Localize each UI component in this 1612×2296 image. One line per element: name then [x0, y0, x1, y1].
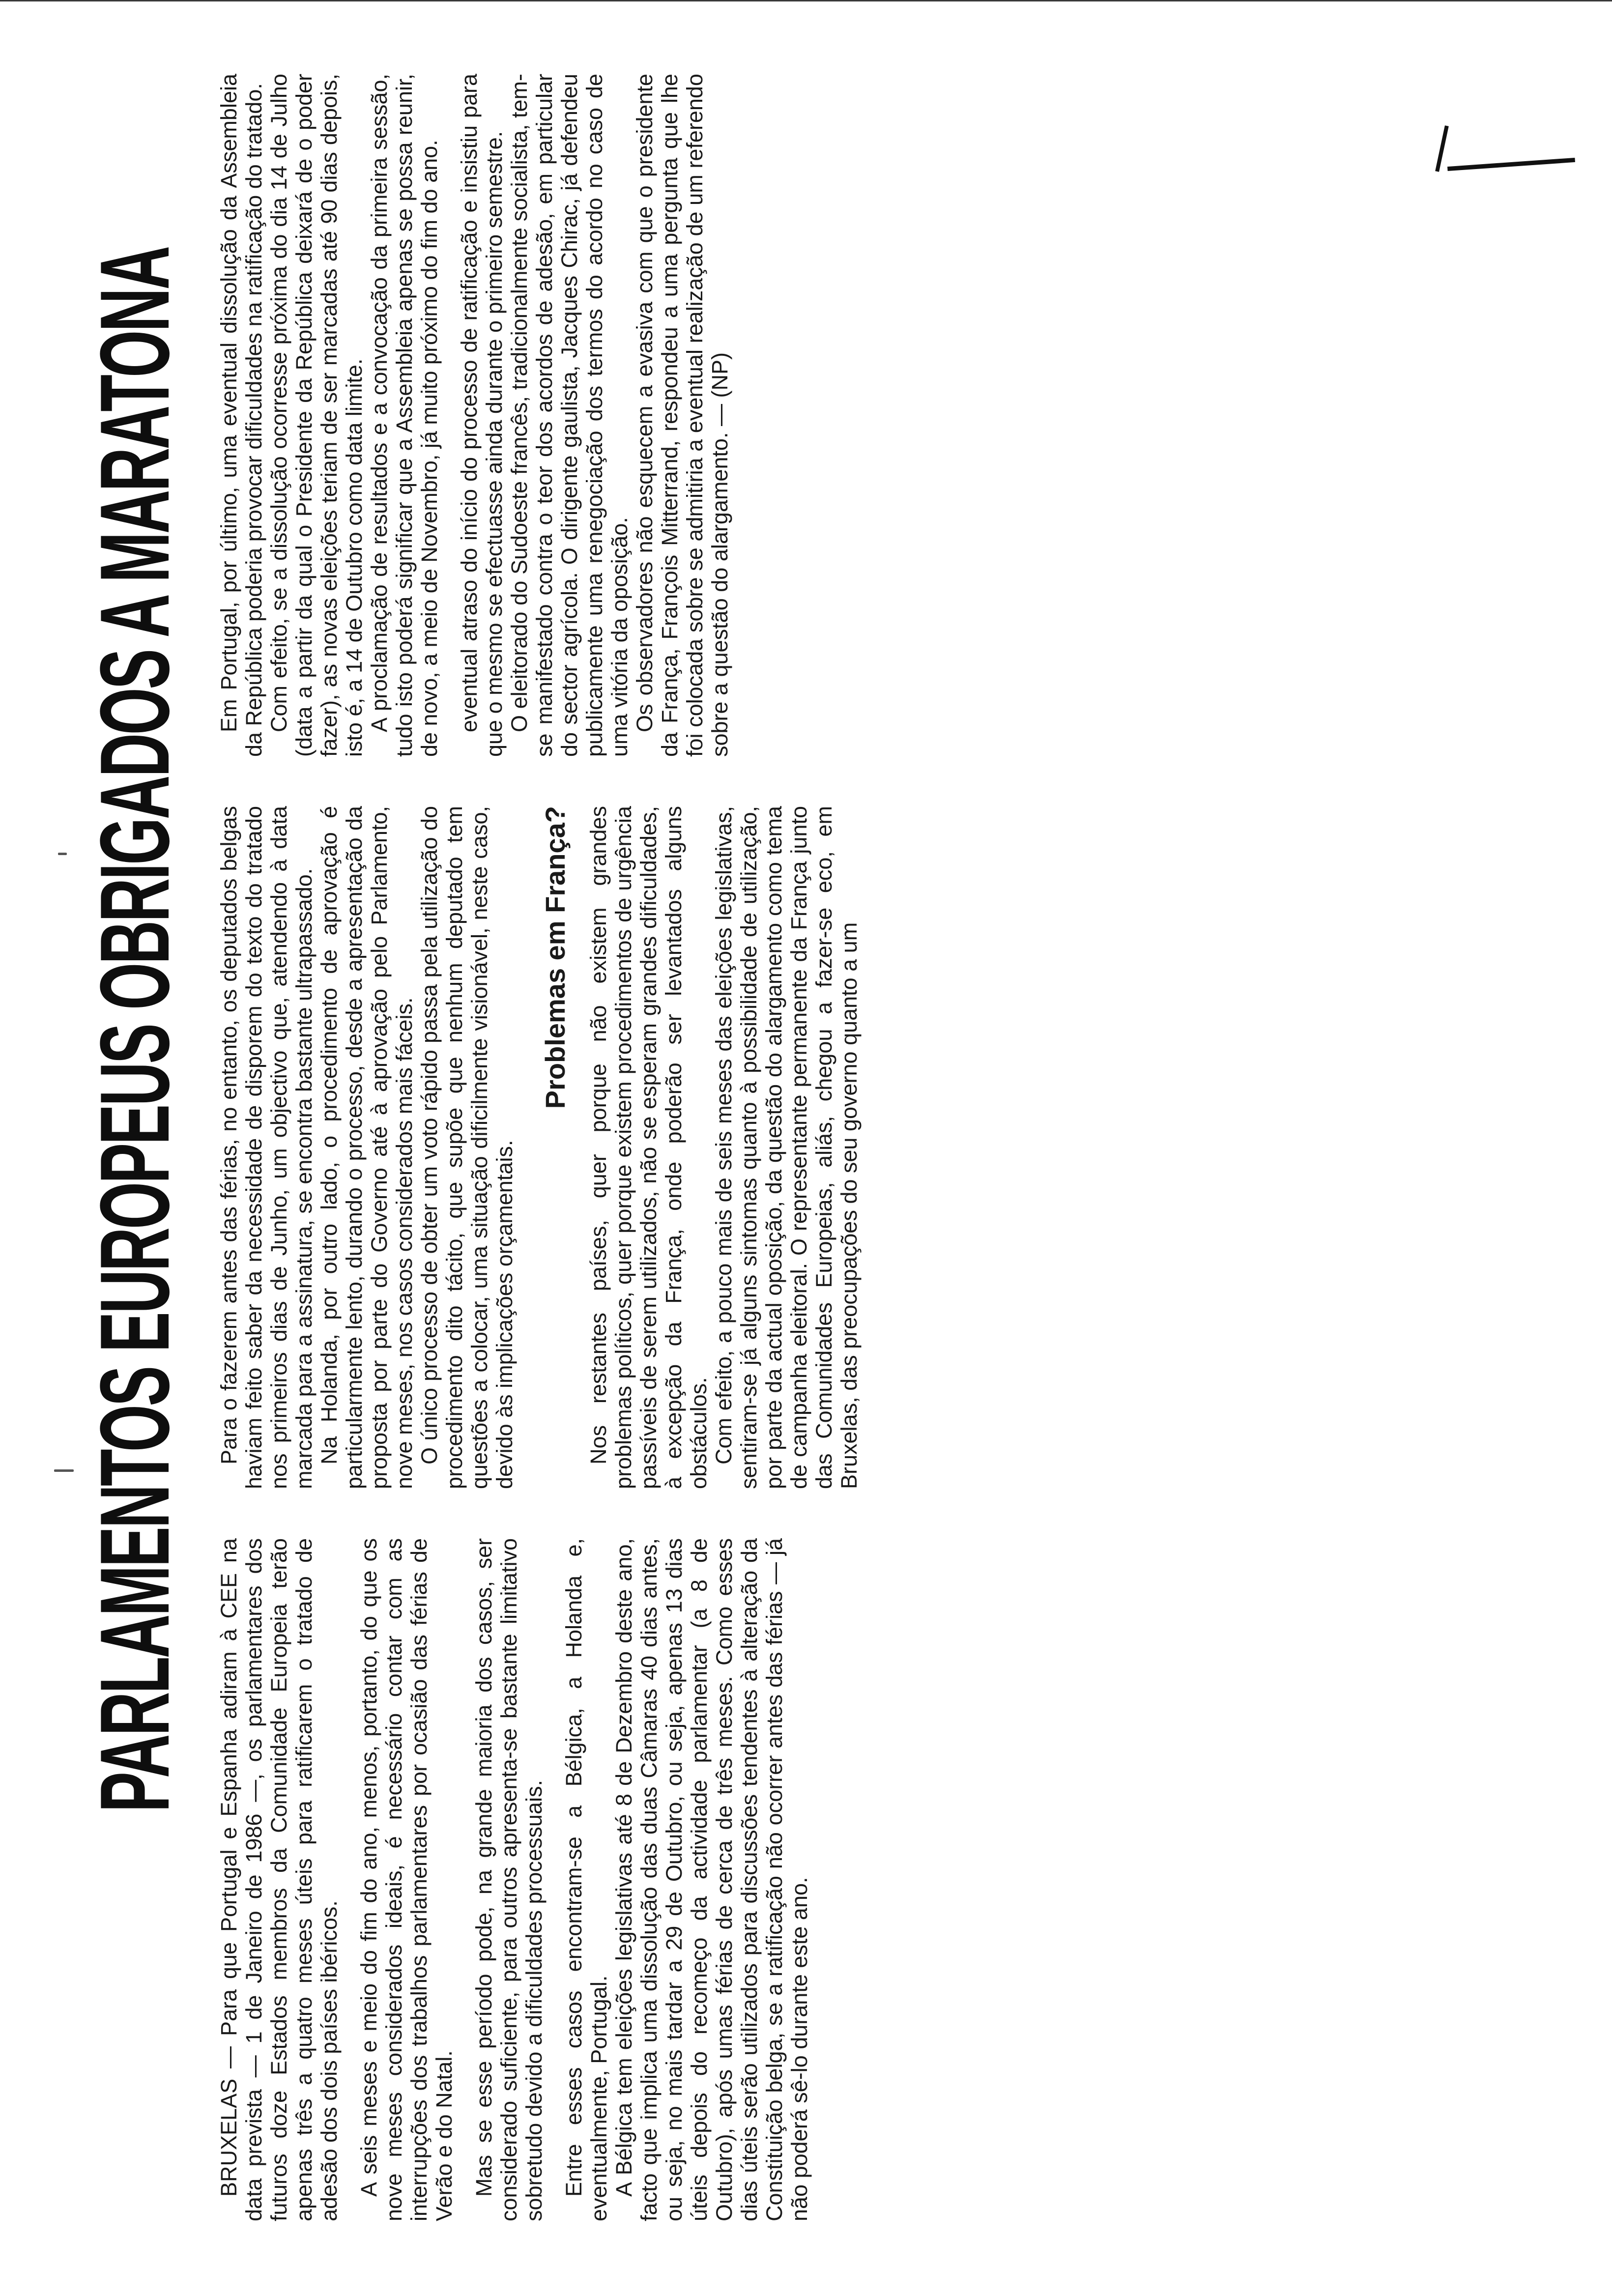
article-column-2	[216, 806, 862, 1489]
article-headline: PARLAMENTOS EUROPEUS OBRIGADOS A MARATONA	[80, 247, 190, 1812]
article-paragraph: A Bélgica tem eleições legislativas até 8 de Dezembro deste ano, facto que implica uma dissolução das duas Câmaras 40 dias antes, ou seja, no mais tardar a 29 de Outubro, ou seja, apenas 13 dias úteis depois do recomeço da actividade parlamentar (a 8 de Outubro), após umas férias de cerca de três meses. Como esses dias úteis serão utilizados para discussões tendentes à alteração da Constituição belga, se a ratificação não ocorrer antes das férias — já não poderá sê-lo durante este ano.	[611, 1538, 812, 2221]
article-paragraph: A proclamação de resultados e a convocação da primeira sessão, tudo isto poderá significar que a Assembleia apenas se possa reunir, de novo, a meio de Novembro, já muito próximo do fim do ano.	[367, 74, 442, 757]
article-paragraph: Na Holanda, por outro lado, o procedimento de aprovação é particularmente lento, durando o processo, desde a apresentação da proposta por parte do Governo até à aprovação pelo Parlamento, nove meses, nos casos considerados mais fáceis.	[317, 806, 417, 1489]
article-paragraph: Nos restantes países, quer porque não existem grandes problemas políticos, quer porque existem procedimentos de urgência passíveis de serem utilizados, não se esperam grandes dificuldades, à excepção da França, onde poderão ser levantados alguns obstáculos.	[586, 806, 711, 1489]
article-paragraph: O único processo de obter um voto rápido passa pela utilização do procedimento dito tácito, que supõe que nenhum deputado tem questões a colocar, uma situação dificilmente visionável, neste caso, devido às implicações orçamentais.	[417, 806, 517, 1489]
article-paragraph: BRUXELAS — Para que Portugal e Espanha adiram à CEE na data prevista — 1 de Janeiro de 1986 —, os parlamentares dos futuros doze Estados membros da Comunidade Europeia terão apenas três a quatro meses úteis para ratificarem o tratado de adesão dos dois países ibéricos.	[216, 1538, 342, 2221]
scan-speck	[58, 853, 67, 855]
article-paragraph: A seis meses e meio do fim do ano, menos, portanto, do que os nove meses considerados ideais, é necessário contar com as interrupções dos trabalhos parlamentares por ocasião das férias de Verão e do Natal.	[356, 1538, 457, 2221]
article-paragraph: O eleitorado do Sudoeste francês, tradicionalmente socialista, tem-se manifestado contra o teor dos acordos de adesão, em particular do sector agrícola. O dirigente gaulista, Jacques Chirac, já defendeu publicamente uma renegociação dos termos do acordo no caso de uma vitória da oposição.	[507, 74, 632, 757]
article-subheading: Problemas em França?	[540, 806, 571, 1109]
article-paragraph: Entre esses casos encontram-se a Bélgica, a Holanda e, eventualmente, Portugal.	[561, 1538, 611, 2221]
article-paragraph: Mas se esse período pode, na grande maioria dos casos, ser considerado suficiente, para outros apresenta-se bastante limitativo sobretudo devido a dificuldades processuais.	[471, 1538, 547, 2221]
article-paragraph: Os observadores não esquecem a evasiva com que o presidente da França, François Mitterrand, respondeu a uma pergunta que lhe foi colocada sobre se admitiria a eventual realização de um referendo sobre a questão do alargamento. — (NP)	[632, 74, 732, 757]
article-paragraph: eventual atraso do início do processo de ratificação e insistiu para que o mesmo se efectuasse ainda durante o primeiro semestre.	[457, 74, 507, 757]
scan-border-top	[0, 0, 1612, 1]
article-column-1	[216, 1538, 812, 2221]
article-paragraph: Com efeito, a pouco mais de seis meses das eleições legislativas, sentiram-se já alguns sintomas quanto à possibilidade de utilização, por parte da actual oposição, da questão do alargamento como tema de campanha eleitoral. O representante permanente da França junto das Comunidades Europeias, aliás, chegou a fazer-se eco, em Bruxelas, das preocupações do seu governo quanto a um	[711, 806, 862, 1489]
article-column-3	[216, 74, 732, 757]
newspaper-article	[69, 69, 1543, 2221]
article-paragraph: Em Portugal, por último, uma eventual dissolução da Assembleia da República poderia provocar dificuldades na ratificação do tratado.	[216, 74, 266, 757]
article-paragraph: Para o fazerem antes das férias, no entanto, os deputados belgas haviam feito saber da necessidade de disporem do texto do tratado nos primeiros dias de Junho, um objectivo que, atendendo à data marcada para a assinatura, se encontra bastante ultrapassado.	[216, 806, 317, 1489]
article-paragraph: Com efeito, se a dissolução ocorresse próxima do dia 14 de Julho (data a partir da qual o Presidente da República deixará de o poder fazer), as novas eleições teriam de ser marcadas até 90 dias depois, isto é, a 14 de Outubro como data limite.	[266, 74, 367, 757]
